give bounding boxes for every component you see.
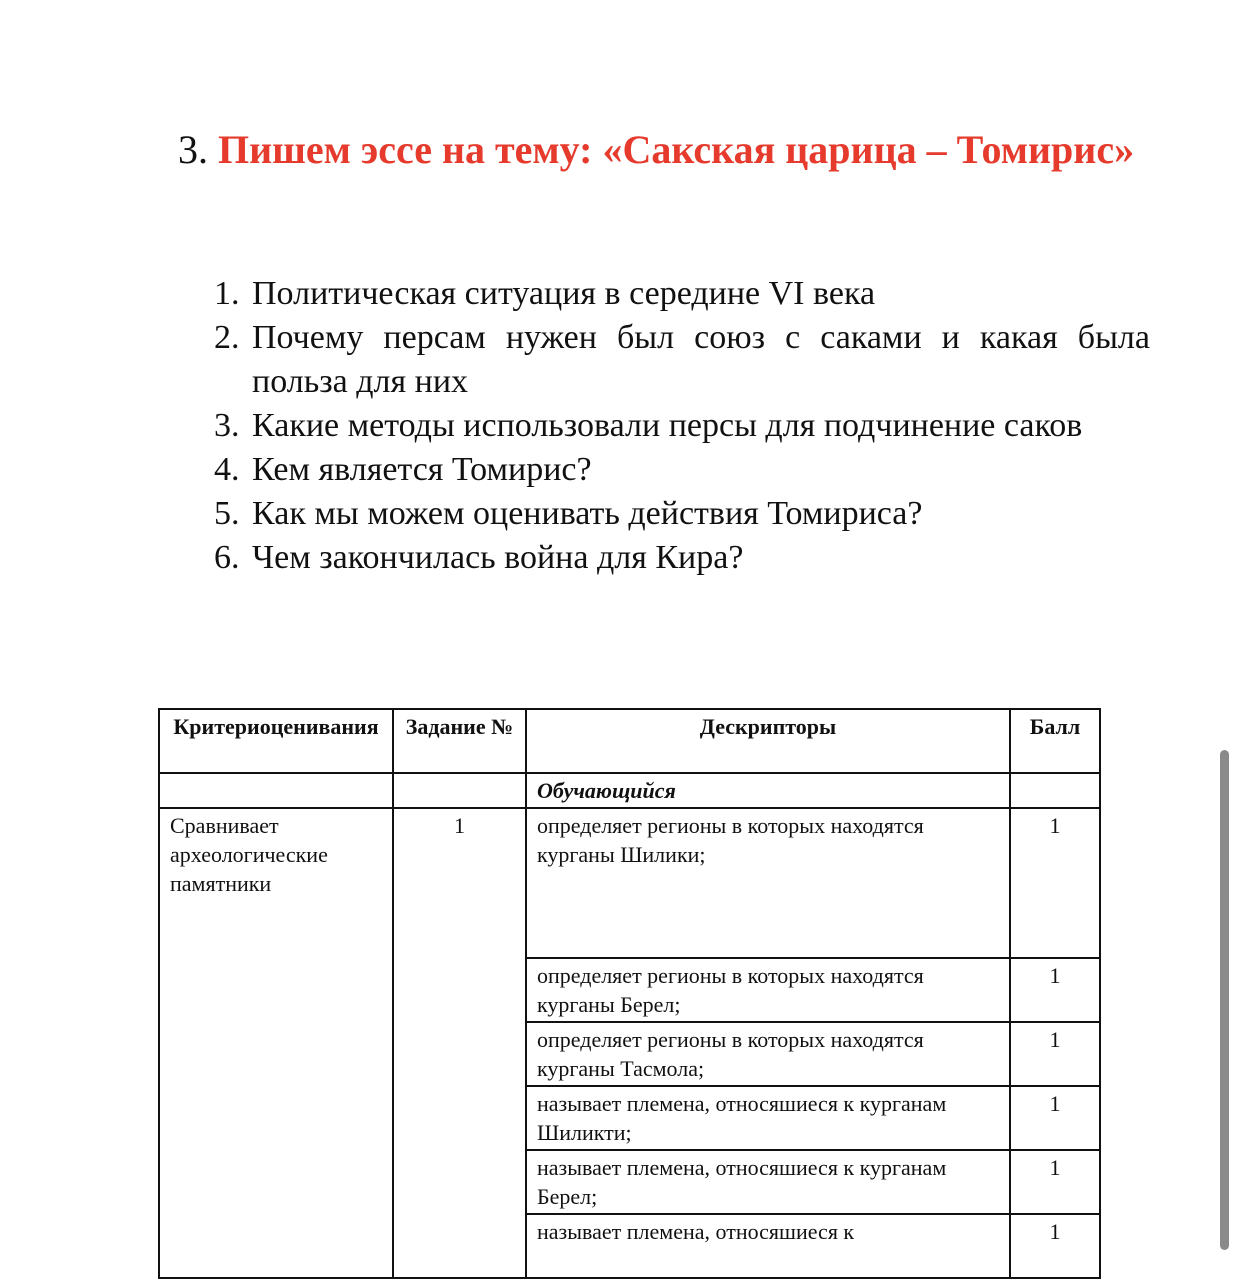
question-text: Какие методы использовали персы для подчинение саков: [252, 407, 1083, 444]
descriptor-cell: называет племена, относяшиеся к курганам Берел;: [526, 1150, 1010, 1214]
descriptor-cell: называет племена, относяшиеся к: [526, 1214, 1010, 1278]
question-number: 4.: [214, 451, 240, 488]
empty-cell: [1010, 773, 1100, 808]
task-number-cell: 1: [393, 808, 526, 1278]
header-criteria: Критериоценивания: [159, 709, 393, 773]
question-text: Чем закончилась война для Кира?: [252, 539, 744, 576]
list-item: [214, 492, 1150, 536]
table-row: [159, 808, 1100, 958]
question-text: Почему персам нужен был союз с саками и какая была польза для них: [252, 319, 1150, 400]
assessment-rubric-table: [158, 708, 1101, 1279]
heading-number: 3.: [178, 127, 208, 172]
header-task: Задание №: [393, 709, 526, 773]
descriptor-cell: определяет регионы в которых находятся курганы Тасмола;: [526, 1022, 1010, 1086]
question-text: Кем является Томирис?: [252, 451, 592, 488]
question-number: 1.: [214, 275, 240, 312]
list-item: [214, 272, 1150, 316]
empty-cell: [393, 773, 526, 808]
score-cell: 1: [1010, 1086, 1100, 1150]
score-cell: 1: [1010, 1150, 1100, 1214]
descriptor-cell: определяет регионы в которых находятся курганы Берел;: [526, 958, 1010, 1022]
score-cell: 1: [1010, 1214, 1100, 1278]
question-number: 3.: [214, 407, 240, 444]
list-item: [214, 448, 1150, 492]
list-item: [214, 404, 1150, 448]
list-item: [214, 536, 1150, 580]
list-item: [214, 316, 1150, 404]
score-cell: 1: [1010, 808, 1100, 958]
heading-title: Пишем эссе на тему: «Сакская царица – Томирис»: [218, 127, 1135, 172]
criterion-cell: Сравнивает археологические памятники: [159, 808, 393, 1278]
question-number: 6.: [214, 539, 240, 576]
descriptor-cell: называет племена, относяшиеся к курганам Шиликти;: [526, 1086, 1010, 1150]
score-cell: 1: [1010, 1022, 1100, 1086]
question-number: 2.: [214, 319, 240, 356]
header-descriptors: Дескрипторы: [526, 709, 1010, 773]
essay-questions-list: [214, 272, 1150, 580]
learner-label: Обучающийся: [526, 773, 1010, 808]
question-number: 5.: [214, 495, 240, 532]
vertical-scrollbar[interactable]: [1220, 750, 1229, 1250]
question-text: Как мы можем оценивать действия Томириса?: [252, 495, 923, 532]
table-header-row: [159, 709, 1100, 773]
question-text: Политическая ситуация в середине VI века: [252, 275, 876, 312]
score-cell: 1: [1010, 958, 1100, 1022]
descriptor-cell: определяет регионы в которых находятся курганы Шилики;: [526, 808, 1010, 958]
essay-heading: [178, 124, 1150, 176]
table-row: [159, 773, 1100, 808]
empty-cell: [159, 773, 393, 808]
header-score: Балл: [1010, 709, 1100, 773]
